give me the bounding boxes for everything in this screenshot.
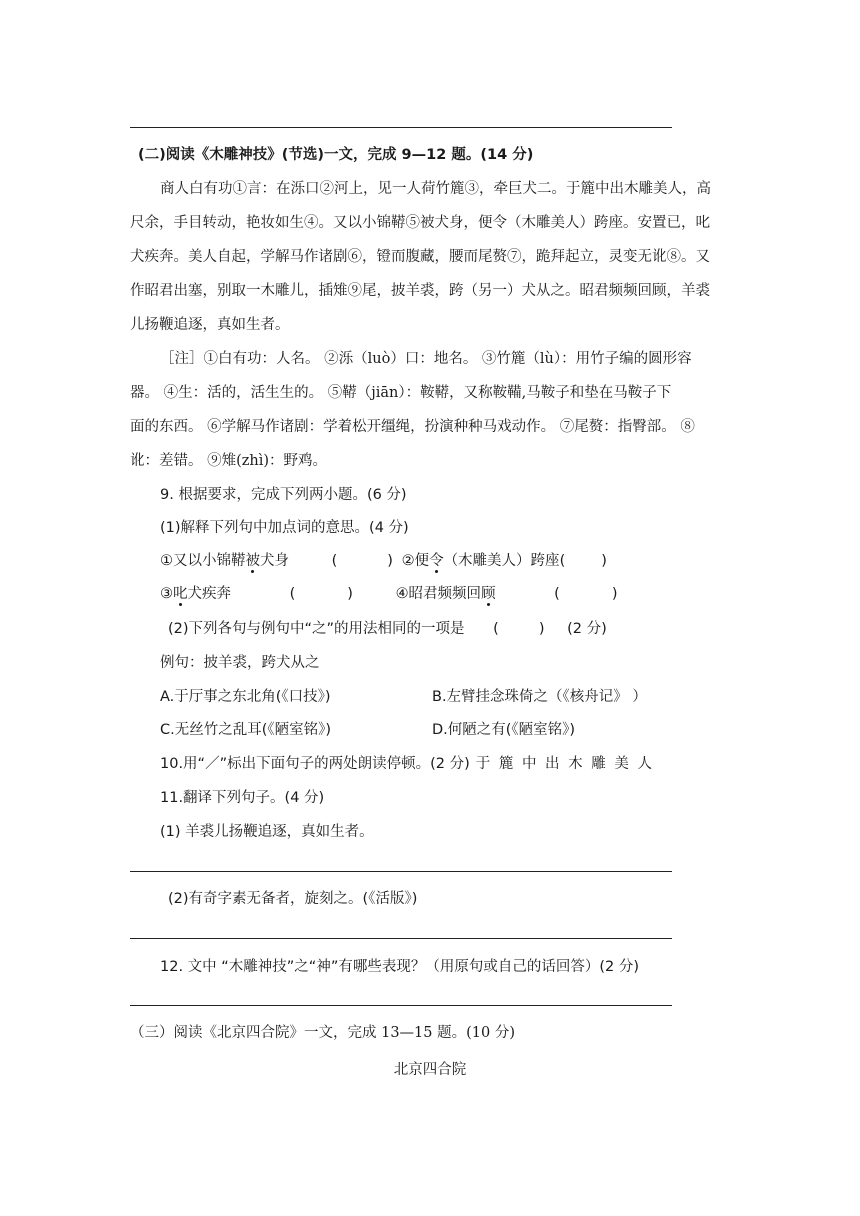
item-3-text-after: 犬疾奔 [187,586,231,602]
question-9-2 [168,619,768,639]
item-1-answer-close: ) [387,553,393,569]
question-9-2-score: (2 分) [567,621,607,637]
question-11-2: (2)有奇字素无备者，旋刻之。(《活版》) [168,891,418,907]
section3-heading: （三）阅读《北京四合院》一文，完成 13—15 题。(10 分) [130,1025,515,1041]
example-sentence: 例句：披羊裘，跨犬从之 [160,655,320,671]
passage-line-4: 作昭君出塞，别取一木雕儿，插雉⑨尾，披羊裘，跨（另一）犬从之。昭君频频回顾，羊裘 [130,283,710,299]
question-10-text: 10.用“／”标出下面句子的两处朗读停顿。(2 分) [160,756,470,772]
item-1-answer-open: ( [331,553,338,569]
passage-line-5: 儿扬鞭追逐，真如生者。 [130,317,290,333]
question-9-1-row-1 [160,551,760,571]
note-line-1: ［注］①白有功：人名。 ②泺（luò）口：地名。 ③竹簏（lù）：用竹子编的圆形容 [160,351,692,367]
question-9-2-answer-open: ( [493,621,499,637]
option-b: B.左臂挂念珠倚之（《核舟记》 ） [432,689,647,705]
question-11-1: (1) 羊裘儿扬鞭追逐，真如生者。 [160,824,374,840]
item-3-dotted-word: 叱 [173,586,188,602]
item-1-dotted-word: 被 [245,553,260,569]
question-11: 11.翻译下列句子。(4 分) [160,790,325,806]
option-a: A.于厅事之东北角(《口技》) [160,689,331,705]
item-1-text-before: ①又以小锦鞯 [160,553,246,569]
question-10 [160,754,760,774]
passage-line-3: 犬疾奔。美人自起，学解马作诸剧⑥，镫而腹藏，腰而尾赘⑦，跪拜起立，灵变无讹⑧。又 [130,249,710,265]
top-rule [130,127,672,128]
passage-line-1: 商人白有功①言：在泺口②河上，见一人荷竹簏③，牵巨犬二。于簏中出木雕美人，高 [160,181,711,197]
option-d: D.何陋之有(《陋室铭》) [432,722,576,738]
question-9-1-row-2 [160,584,760,604]
item-4-answer-open: ( [554,586,560,602]
answer-line-11-1[interactable] [130,871,672,872]
item-2-dotted-word: 令 [429,553,444,569]
note-line-4: 讹：差错。 ⑨雉(zhì)：野鸡。 [130,453,328,469]
item-3-answer-close: ) [347,586,353,602]
item-2-answer-close: ) [601,553,607,569]
section2-heading: (二)阅读《木雕神技》(节选)一文，完成 9—12 题。(14 分) [138,147,534,163]
question-10-sentence: 于 簏 中 出 木 雕 美 人 [475,756,654,772]
item-2-text-after: （木雕美人）跨座 [443,553,560,569]
item-2-text-before: ②便 [401,553,430,569]
item-3-text-before: ③ [160,586,173,602]
note-line-2: 器。 ④生：活的，活生生的。 ⑤鞯（jiān）：鞍鞯，又称鞍鞴,马鞍子和垫在马鞍子下 [130,385,672,401]
answer-line-11-2[interactable] [130,938,672,939]
question-9-2-answer-close: ) [538,621,545,637]
question-9: 9. 根据要求，完成下列两小题。(6 分) [160,487,407,503]
question-9-1: (1)解释下列句中加点词的意思。(4 分) [160,520,409,536]
question-12: 12. 文中 “木雕神技”之“神”有哪些表现？（用原句或自己的话回答）(2 分) [160,959,639,975]
item-4-answer-close: ) [611,586,618,602]
item-1-text-after: 犬身 [260,553,289,569]
answer-line-12[interactable] [130,1005,672,1006]
option-c: C.无丝竹之乱耳(《陋室铭》) [160,722,332,738]
item-4-text-before: ④昭君频频回 [395,586,482,602]
item-2-answer-open: ( [559,553,566,569]
section3-title: 北京四合院 [393,1062,467,1078]
item-4-dotted-word: 顾 [481,586,496,602]
question-9-2-text: (2)下列各句与例句中“之”的用法相同的一项是 [168,621,465,637]
passage-line-2: 尺余，手目转动，艳妆如生④。又以小锦鞯⑤被犬身，便令（木雕美人）跨座。安置已，叱 [130,215,710,231]
item-3-answer-open: ( [289,586,296,602]
note-line-3: 面的东西。 ⑥学解马作诸剧：学着松开缰绳，扮演种种马戏动作。 ⑦尾赘：指臀部。 ⑧ [130,419,695,435]
